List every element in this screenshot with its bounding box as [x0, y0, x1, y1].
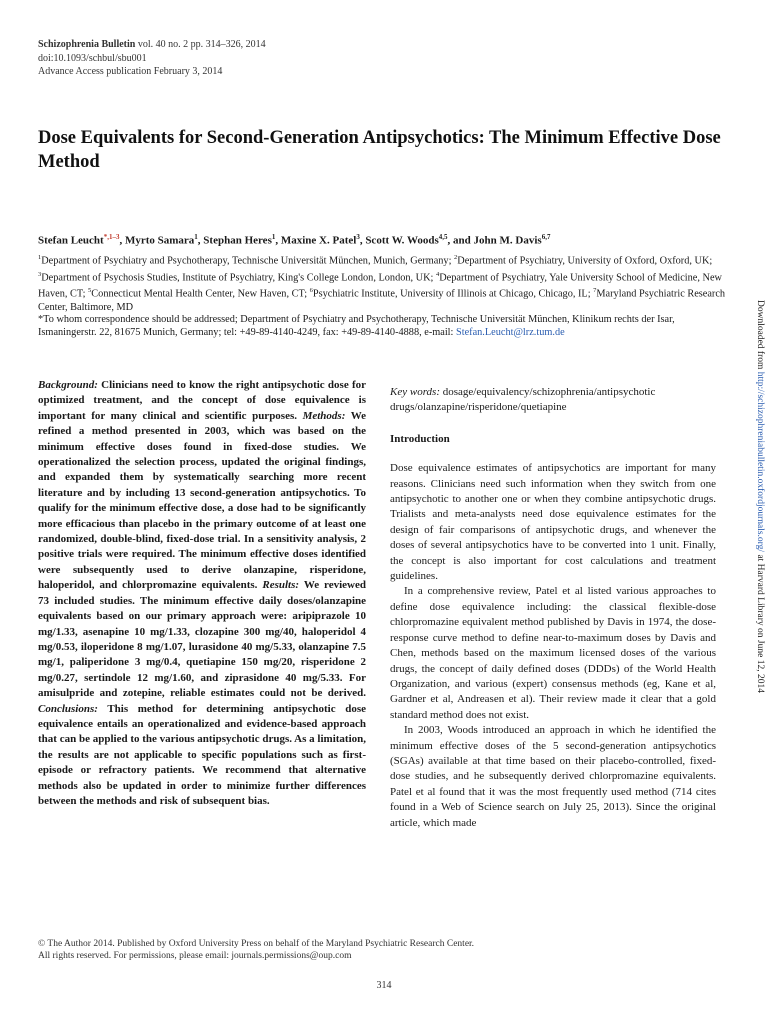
- abstract: [38, 378, 366, 809]
- page-number: 314: [376, 980, 392, 991]
- right-column: [390, 385, 716, 831]
- author-separator: ,: [197, 234, 204, 247]
- download-prefix: Downloaded from: [755, 300, 765, 372]
- author-name: Maxine X. Patel: [280, 234, 357, 247]
- intro-paragraph-1: Dose equivalence estimates of antipsychotics are important for many reasons. Clinicians need such information when they switch from one antipsychotic to another one or when they combine antipsychotic drugs. Trialists and meta-analysts need dose equivalence estimates for the design of fair comparisons of antipsychotic drugs, and whenever the doses of several antipsychotics have to be converted into 1 unit. Finally, the concept is also important for cost calculations and treatment guidelines.: [390, 462, 716, 583]
- abstract-background: Clinicians need to know the right antipsychotic dose for optimized treatment, and the concept of dose equivalence is important for many clinical and scientific purposes.: [38, 379, 366, 422]
- author-name: Stefan Leucht: [38, 234, 104, 247]
- affiliation-text: Department of Psychiatry, University of Oxford, Oxford, UK;: [457, 255, 713, 267]
- author-separator: ,: [119, 234, 125, 247]
- author-name: John M. Davis: [473, 234, 542, 247]
- affiliation-number: 7: [593, 287, 597, 295]
- affiliation-text: Maryland Psychiatric Research Center, Baltimore, MD: [38, 288, 726, 313]
- affiliation-text: Connecticut Mental Health Center, New Haven, CT;: [91, 288, 310, 300]
- abstract-methods: We refined a method presented in 2003, which was based on the minimum effective doses found in fixed-dose studies. We operationalized the selection process, updated the original findings, and expanded them by systematically searching more recent literature and by including 13 second-generation antipsychotics. To qualify for the minimum effective dose, a dose had to be significantly more efficacious than placebo in the primary outcome of at least one randomized, double-blind, fixed-dose trial. In a sensitivity analysis, 2 positive trials were required. The minimum effective doses identified were subsequently used to derive olanzapine, risperidone, haloperidol, and chlorpromazine equivalents.: [38, 409, 367, 592]
- download-watermark: [747, 300, 765, 900]
- author-separator: ,: [275, 234, 281, 247]
- abstract-conclusions-label: Conclusions:: [38, 702, 98, 715]
- abstract-results: We reviewed 73 included studies. The minimum effective daily doses/olanzapine equivalents based on our primary approach were: aripiprazole 10 mg/1.33, asenapine 10 mg/1.33, clozapine 300 mg/40, haloperidol 4 mg/0.53, iloperidone 8 mg/1.07, lurasidone 40 mg/5.33, olanzapine 7.5 mg/1, paliperidone 3 mg/0.4, quetiapine 150 mg/20, risperidone 2 mg/0.27, sertindole 12 mg/1.60, and ziprasidone 40 mg/5.33. For amisulpride and zotepine, reliable estimates could not be derived.: [38, 579, 366, 700]
- affiliation-text: Department of Psychiatry, Yale University School of Medicine, New Haven, CT;: [38, 272, 722, 300]
- author-affiliation-mark: 1: [194, 233, 198, 241]
- introduction-heading: Introduction: [390, 432, 450, 445]
- affiliation-number: 2: [454, 254, 458, 261]
- intro-paragraph-3: In 2003, Woods introduced an approach in which he identified the minimum effective doses of the 5 second-generation antipsychotics (SGAs) available at that time based on their placebo-controlled, fixed-dose studies, and he subsequently derived chlorpromazine equivalents. Patel et al found that it was the most frequently used method (714 cites found in a Web of Science search on July 25, 2013). Since the original article, which made: [390, 724, 716, 829]
- doi[interactable]: doi:10.1093/schbul/sbu001: [38, 52, 147, 64]
- affiliation-number: 3: [38, 270, 42, 278]
- correspondence: [38, 313, 728, 339]
- keywords-text: dosage/equivalency/schizophrenia/antipsychotic drugs/olanzapine/risperidone/quetiapine: [390, 386, 656, 414]
- author-name: Myrto Samara: [124, 234, 195, 247]
- abstract-results-label: Results:: [262, 579, 300, 592]
- intro-paragraph-2: In a comprehensive review, Patel et al listed various approaches to define dose equivalence including: the classical flexible-dose chlorpromazine equivalent method published by Davis in 1974, the dose-response curve method to define near-to-maximum doses by Davis and Chen, methods based on the maximum licensed doses of the various drugs, the concept of daily defined doses (DDDs) of the World Health Organization, and various (expert) consensus methods (eg, Kane et al, Gardner et al, Andreasen et al). Their review made it clear that a gold standard method does not exist.: [390, 585, 716, 721]
- author-name: Scott W. Woods: [365, 234, 439, 247]
- affiliation-number: 1: [38, 254, 42, 261]
- journal-citation: vol. 40 no. 2 pp. 314–326, 2014: [135, 39, 266, 50]
- journal-header: [38, 38, 266, 79]
- abstract-methods-label: Methods:: [302, 409, 346, 422]
- affiliation-text: Psychiatric Institute, University of Illinois at Chicago, Chicago, IL;: [312, 288, 594, 300]
- copyright-line-2: All rights reserved. For permissions, please email: journals.permissions@oup.com: [38, 951, 352, 961]
- author-separator: , and: [447, 234, 474, 247]
- correspondence-text: *To whom correspondence should be addressed; Department of Psychiatry and Psychotherapy, Technische Universität München, Klinikum rechts der Isar, Ismaningerstr. 22, 81675 Munich, Germany; tel: +49-89-4140-4249, fax: +49-89-4140-4888, e-mail:: [38, 314, 675, 339]
- affiliations: [38, 251, 728, 314]
- author-separator: ,: [359, 234, 366, 247]
- author-affiliation-mark: *,1–3: [103, 233, 120, 241]
- author-affiliation-mark: 1: [271, 233, 276, 241]
- abstract-background-label: Background:: [38, 379, 98, 391]
- affiliation-number: 6: [309, 287, 313, 295]
- keywords-label: Key words:: [390, 386, 441, 398]
- author-affiliation-mark: 3: [356, 233, 360, 241]
- affiliation-number: 5: [88, 287, 92, 295]
- journal-name: Schizophrenia Bulletin: [38, 39, 136, 50]
- abstract-conclusions: This method for determining antipsychotic dose equivalence entails an operationalized and evidence-based approach that can be applied to the various antipsychotic drugs. As a limitation, the results are not applicable to specific populations such as first-episode or refractory patients. We recommend that alternative methods also be updated in order to minimize further differences between the methods and risk of subsequent bias.: [38, 702, 366, 807]
- author-affiliation-mark: 4,5: [438, 233, 448, 241]
- correspondence-email[interactable]: Stefan.Leucht@lrz.tum.de: [455, 327, 565, 339]
- affiliation-text: Department of Psychosis Studies, Institute of Psychiatry, King's College London, London, UK;: [41, 272, 436, 284]
- author-name: Stephan Heres: [203, 234, 272, 247]
- download-suffix: at Harvard Library on June 12, 2014: [755, 552, 765, 693]
- affiliation-number: 4: [435, 270, 440, 278]
- author-affiliation-mark: 6,7: [541, 233, 551, 241]
- author-list: [38, 230, 738, 249]
- copyright: [38, 938, 638, 962]
- paper-title: Dose Equivalents for Second-Generation Antipsychotics: The Minimum Effective Dose Method: [38, 128, 721, 172]
- download-url[interactable]: http://schizophreniabulletin.oxfordjournals.org/: [755, 371, 765, 553]
- copyright-line-1: © The Author 2014. Published by Oxford University Press on behalf of the Maryland Psychiatric Research Center.: [38, 939, 475, 949]
- affiliation-text: Department of Psychiatry and Psychotherapy, Technische Universität München, Munich, Germany;: [41, 255, 455, 267]
- advance-access: Advance Access publication February 3, 2014: [38, 66, 223, 77]
- keywords: [390, 385, 716, 416]
